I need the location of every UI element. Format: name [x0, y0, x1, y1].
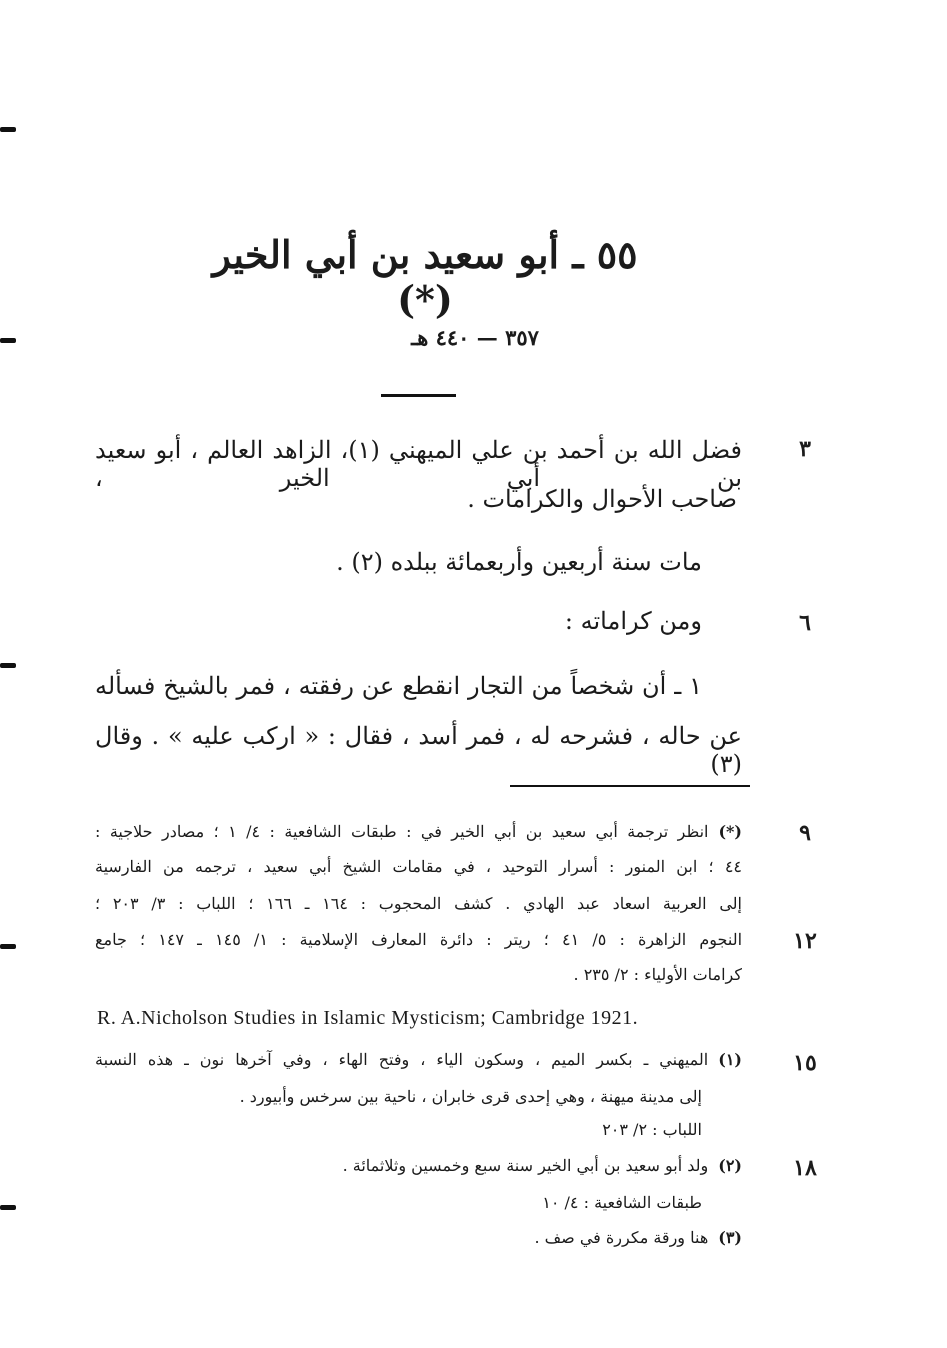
footnote-divider: [510, 785, 750, 787]
footnote-line: النجوم الزاهرة : ٥/ ٤١ ؛ ريتر : دائرة المعارف الإسلامية : ١/ ١٤٥ ـ ١٤٧ ؛ جامع: [95, 930, 743, 949]
footnote-line: إلى مدينة ميهنة ، وهي إحدى قرى خابران ، ناحية بين سرخس وأبيورد .: [239, 1087, 702, 1106]
footnote-line: [534, 1228, 742, 1247]
line-number: ١٥: [793, 1050, 817, 1076]
line-number: ١٢: [793, 928, 817, 954]
latin-reference: R. A.Nicholson Studies in Islamic Mysticism; Cambridge 1921.: [97, 1007, 639, 1029]
margin-mark: [0, 1205, 16, 1210]
margin-mark: [0, 944, 16, 949]
margin-mark: [0, 663, 16, 668]
title-divider: [381, 394, 456, 397]
footnote-marker: (*): [718, 822, 742, 841]
footnote-marker: (٣): [718, 1228, 742, 1247]
footnote-line: طبقات الشافعية : ٤/ ١٠: [542, 1193, 702, 1212]
body-line: ومن كراماته :: [564, 607, 702, 635]
footnote-line: اللباب : ٢/ ٢٠٣: [602, 1120, 702, 1139]
body-line: مات سنة أربعين وأربعمائة ببلده (٢) .: [336, 548, 702, 576]
footnote-line: كرامات الأولياء : ٢/ ٢٣٥ .: [573, 965, 742, 984]
footnote-marker: (١): [718, 1050, 742, 1069]
footnote-marker: (٢): [718, 1156, 742, 1175]
body-line: صاحب الأحوال والكرامات .: [467, 485, 737, 513]
footnote-text: انظر ترجمة أبي سعيد بن أبي الخير في : طبقات الشافعية : ٤/ ١ ؛ مصادر حلاجية :: [95, 822, 709, 841]
footnote-line: إلى العربية اسعاد عبد الهادي . كشف المحجوب : ١٦٤ ـ ١٦٦ ؛ اللباب : ٣/ ٢٠٣ ؛: [95, 894, 743, 913]
footnote-text: الميهني ـ بكسر الميم ، وسكون الياء ، وفتح الهاء ، وفي آخرها نون ـ هذه النسبة: [95, 1050, 709, 1069]
entry-dates: ٣٥٧ — ٤٤٠ هـ: [411, 325, 539, 350]
footnote-text: ولد أبو سعيد بن أبي الخير سنة سبع وخمسين وثلاثمائة .: [342, 1156, 709, 1175]
line-number: ٦: [799, 610, 811, 636]
margin-mark: [0, 127, 16, 132]
body-line: عن حاله ، فشرحه له ، فمر أسد ، فقال : « اركب عليه » . وقال (٣): [95, 722, 742, 778]
margin-mark: [0, 338, 16, 343]
line-number: ٩: [799, 820, 811, 846]
footnote-line: ٤٤ ؛ ابن المنور : أسرار التوحيد ، في مقامات الشيخ أبي سعيد ، ترجمه من الفارسية: [95, 857, 742, 876]
footnote-line: [95, 1050, 742, 1069]
footnote-line: [95, 822, 742, 841]
body-line: ١ ـ أن شخصاً من التجار انقطع عن رفقته ، فمر بالشيخ فسأله: [95, 672, 702, 700]
line-number: ١٨: [793, 1155, 817, 1181]
footnote-text: هنا ورقة مكررة في صف .: [534, 1228, 709, 1247]
entry-title: ٥٥ ـ أبو سعيد بن أبي الخير (*): [212, 232, 638, 322]
line-number: ٣: [799, 436, 811, 462]
body-line: فضل الله بن أحمد بن علي الميهني (١)، الزاهد العالم ، أبو سعيد بن أبي الخير ،: [95, 436, 742, 492]
footnote-line: [343, 1156, 742, 1175]
